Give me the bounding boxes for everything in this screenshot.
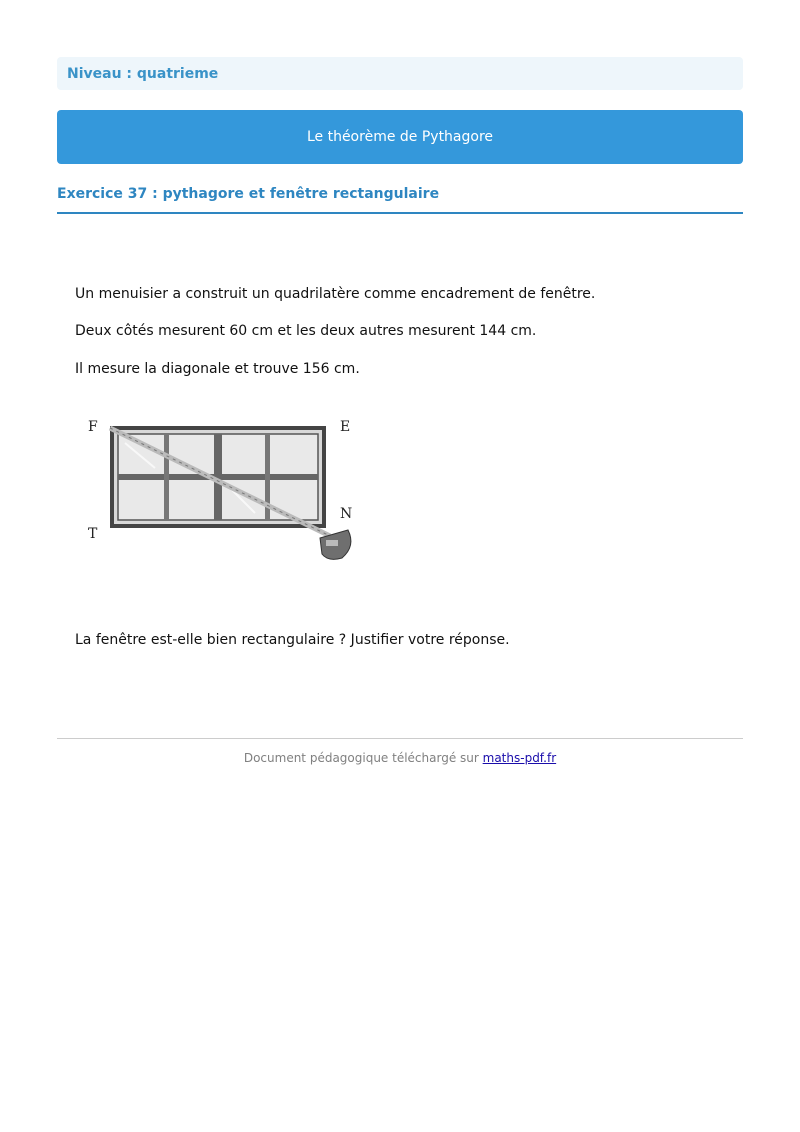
level-box — [57, 57, 743, 90]
footer-link[interactable]: maths-pdf.fr — [482, 751, 557, 765]
label-t: T — [88, 526, 98, 542]
exercise-paragraph-1: Un menuisier a construit un quadrilatère comme encadrement de fenêtre. — [75, 286, 596, 302]
label-n: N — [340, 506, 353, 522]
exercise-title: Exercice 37 : pythagore et fenêtre rectangulaire — [57, 186, 440, 202]
exercise-question: La fenêtre est-elle bien rectangulaire ? Justifier votre réponse. — [75, 632, 510, 648]
title-divider — [57, 212, 743, 214]
label-e: E — [340, 419, 351, 435]
exercise-paragraph-2: Deux côtés mesurent 60 cm et les deux autres mesurent 144 cm. — [75, 323, 537, 339]
window-figure — [80, 408, 370, 568]
window-illustration — [80, 408, 370, 568]
footer — [0, 751, 800, 765]
footer-text: Document pédagogique téléchargé sur — [243, 751, 483, 765]
footer-divider — [57, 738, 743, 739]
chapter-banner — [57, 110, 743, 164]
chapter-title: Le théorème de Pythagore — [306, 129, 494, 145]
level-label: Niveau : quatrieme — [67, 65, 219, 82]
exercise-paragraph-3: Il mesure la diagonale et trouve 156 cm. — [75, 361, 360, 377]
label-f: F — [88, 419, 98, 435]
